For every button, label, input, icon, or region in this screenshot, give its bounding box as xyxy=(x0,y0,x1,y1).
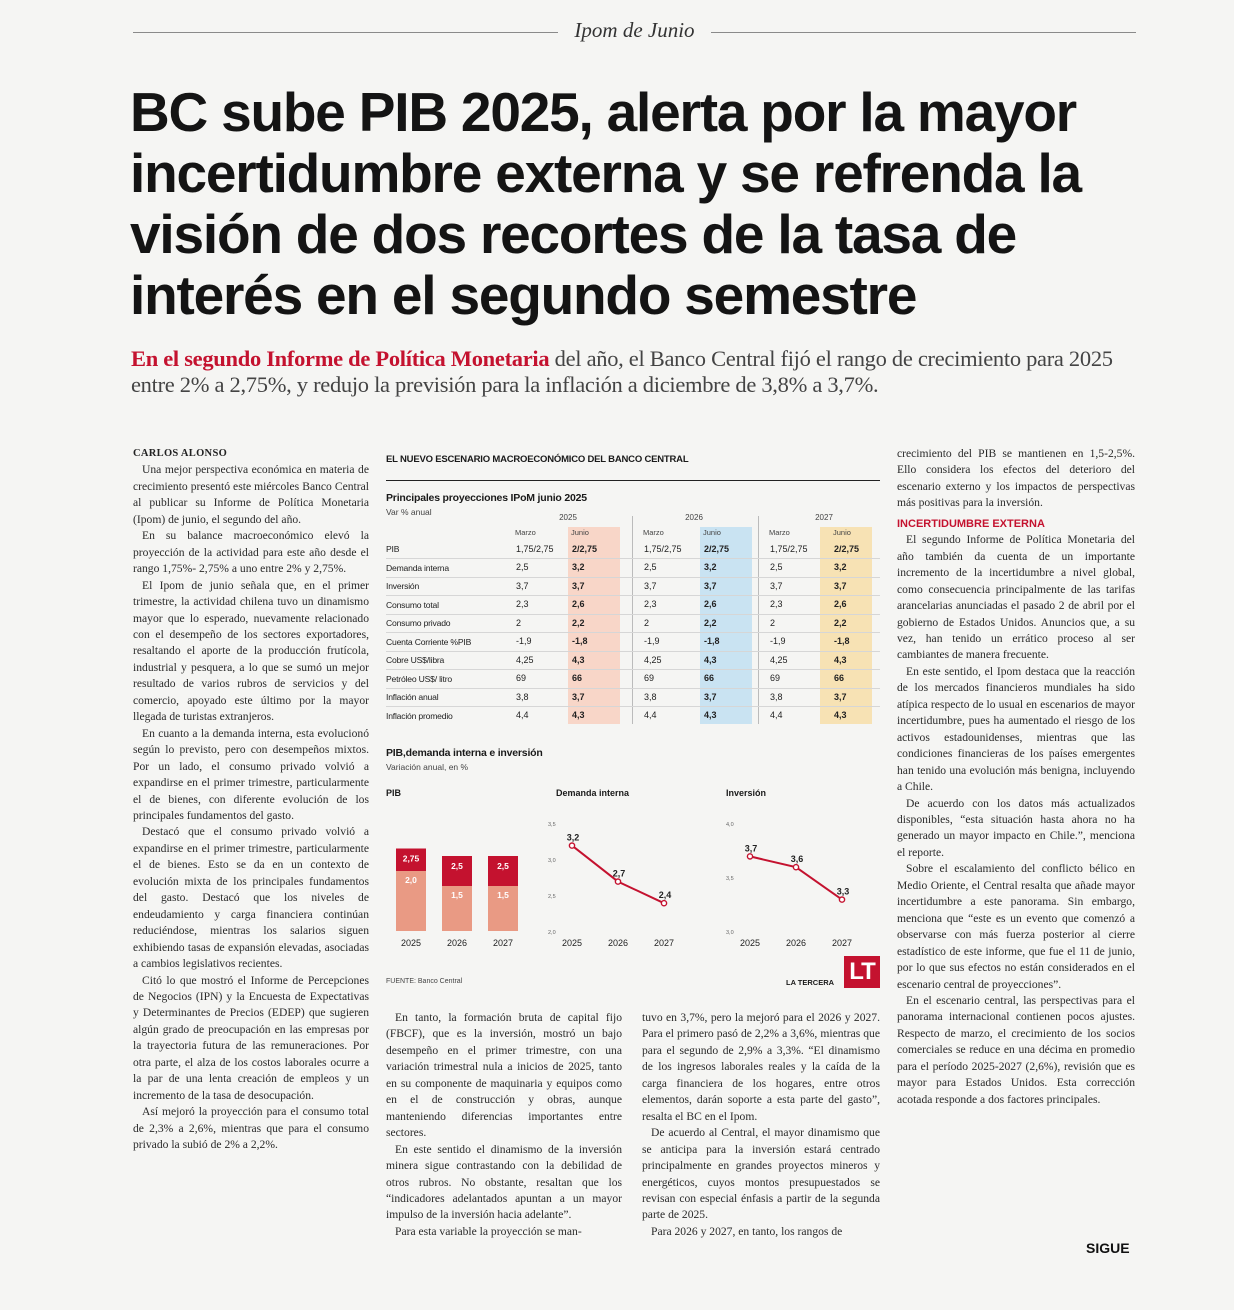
table-cell: 2,6 xyxy=(572,599,585,609)
infographic-title: EL NUEVO ESCENARIO MACROECONÓMICO DEL BANCO CENTRAL xyxy=(386,454,689,465)
article-column-2 xyxy=(386,1010,622,1240)
table-cell: -1,9 xyxy=(770,636,786,646)
bar-label-lower: 1,5 xyxy=(451,890,463,900)
table-cell: 2 xyxy=(644,617,650,628)
infographic-rule xyxy=(386,480,880,481)
continue-label: SIGUE xyxy=(1086,1240,1130,1256)
x-tick-label: 2027 xyxy=(492,938,514,948)
table-cell: 2,3 xyxy=(644,599,657,609)
paragraph: Una mejor perspectiva económica en materia de crecimiento presentó este miércoles Banco Central al publicar su Informe de Política Monetaria (Ipom) de junio, el segundo del año. xyxy=(133,463,369,526)
paragraph: tuvo en 3,7%, pero la mejoró para el 2026 y 2027. Para el primero pasó de 2,2% a 3,6%, mientras que para el segundo de 2,9% a 3,3%. “El dinamismo de los ingresos laborales reales y la caída de la carga financiera de los hogares, entre otros elementos, darán soporte a esta parte del gasto”, resalta el BC en el Ipom. xyxy=(642,1011,880,1123)
data-label: 2,4 xyxy=(658,890,672,901)
table-cell: 3,7 xyxy=(704,580,717,591)
year-header: 2026 xyxy=(685,513,703,522)
row-label: Demanda interna xyxy=(386,562,449,573)
x-tick-label: 2025 xyxy=(561,938,583,948)
table-cell: 2,5 xyxy=(644,562,657,572)
bar-label-upper: 2,5 xyxy=(497,861,509,871)
row-divider xyxy=(386,706,880,707)
mini-chart-title: Inversión xyxy=(726,788,767,798)
headline: BC sube PIB 2025, alerta por la mayor incertidumbre externa y se refrenda la visión de dos recortes de la tasa de interés en el segundo semestre xyxy=(130,81,1081,326)
data-point xyxy=(569,843,574,848)
table-cell: 3,7 xyxy=(516,580,529,591)
paragraph: crecimiento del PIB se mantienen en 1,5-2,5%. Ello considera los efectos del deterioro del escenario externo y los impactos de perspectivas más positivas para la inversión. xyxy=(897,447,1135,510)
table-cell: 2,2 xyxy=(704,617,717,628)
row-divider xyxy=(386,651,880,652)
x-tick-label: 2025 xyxy=(739,938,761,948)
row-divider xyxy=(386,632,880,633)
table-cell: 3,7 xyxy=(644,580,657,591)
table-cell: 2,3 xyxy=(516,599,529,609)
table-cell: -1,8 xyxy=(834,636,850,646)
row-divider xyxy=(386,688,880,689)
table-cell: 1,75/2,75 xyxy=(516,543,554,554)
row-divider xyxy=(386,577,880,578)
table-cell: 4,3 xyxy=(704,654,717,665)
brand-name: LA TERCERA xyxy=(786,978,835,987)
data-point xyxy=(615,879,620,884)
marzo-header: Marzo xyxy=(515,528,536,537)
section-header xyxy=(133,18,1136,46)
table-cell: 4,3 xyxy=(572,710,585,720)
table-title: Principales proyecciones IPoM junio 2025 xyxy=(386,492,587,504)
table-cell: 2,2 xyxy=(834,617,847,628)
row-divider xyxy=(386,669,880,670)
bar-label-lower: 1,5 xyxy=(497,890,509,900)
row-divider xyxy=(386,595,880,596)
paragraph: En cuanto a la demanda interna, esta evolucionó según lo previsto, pero con desempeños mixtos. Por un lado, el consumo privado volvió a expandirse en el primer trimestre, particularmente el de bienes, con diferente evolución de los principales fundamentos del gasto. xyxy=(133,726,369,822)
bar-label-upper: 2,5 xyxy=(451,861,463,871)
x-tick-label: 2025 xyxy=(400,938,422,948)
x-tick-label: 2027 xyxy=(653,938,675,948)
mini-chart-title: Demanda interna xyxy=(556,788,630,798)
row-label: Inversión xyxy=(386,581,420,591)
row-divider xyxy=(386,558,880,559)
table-cell: 4,4 xyxy=(644,710,657,720)
paragraph: Así mejoró la proyección para el consumo total de 2,3% a 2,6%, mientras que para el consumo privado la subió de 2% a 2,2%. xyxy=(133,1105,369,1152)
data-label: 3,6 xyxy=(790,854,804,865)
table-cell: 3,8 xyxy=(644,691,657,702)
table-cell: 69 xyxy=(644,673,655,683)
table-cell: 3,8 xyxy=(516,691,529,702)
table-cell: 4,3 xyxy=(834,654,847,665)
year-divider xyxy=(632,516,633,724)
table-cell: 2/2,75 xyxy=(572,543,598,554)
table-cell: 1,75/2,75 xyxy=(770,543,808,554)
paragraph: En este sentido, el Ipom destaca que la reacción de los mercados financieros mundiales ha sido atípica respecto de lo usual en escenarios de mayor incertidumbre, pues ha aumentado el riesgo de los activos estadounidenses, mientras que las condiciones financieras de los países emergentes han tenido una evolución más benigna, incluyendo a Chile. xyxy=(897,664,1135,794)
y-tick-label: 2,0 xyxy=(548,930,556,936)
junio-header: Junio xyxy=(833,528,851,537)
table-cell: 4,25 xyxy=(516,654,534,665)
mini-chart-title: PIB xyxy=(386,788,402,798)
paragraph: De acuerdo al Central, el mayor dinamismo que se anticipa para la inversión estará centrado principalmente en grandes proyectos mineros y energéticos, cuyos montos presupuestados se revisan con especial énfasis a partir de la segunda parte de 2025. xyxy=(642,1126,880,1222)
table-cell: 2,6 xyxy=(834,599,847,609)
y-tick-label: 3,0 xyxy=(726,930,734,936)
charts-svg xyxy=(386,786,880,976)
deck xyxy=(131,346,1131,398)
data-point xyxy=(747,854,752,859)
table-cell: 2 xyxy=(516,617,522,628)
marzo-header: Marzo xyxy=(643,528,664,537)
table-cell: -1,8 xyxy=(572,636,588,646)
paragraph: Citó lo que mostró el Informe de Percepciones de Negocios (IPN) y la Encuesta de Expectativas y Determinantes de Precios (EDEP) que sugieren algún grado de preocupación en las empresas por la trayectoria futura de las remuneraciones. Por otra parte, el alza de los costos laborales ocurre a la par de una lenta creación de empleos y un incremento de la tasa de desocupación. xyxy=(133,973,369,1102)
year-divider xyxy=(758,516,759,724)
row-label: PIB xyxy=(386,544,400,554)
section-label: Ipom de Junio xyxy=(574,18,695,42)
year-header: 2027 xyxy=(815,513,833,522)
deck-lead: En el segundo Informe de Política Monetaria xyxy=(131,346,550,371)
table-cell: 3,7 xyxy=(704,691,717,702)
table-cell: 2 xyxy=(770,617,776,628)
y-tick-label: 4,0 xyxy=(726,822,734,828)
paragraph: En tanto, la formación bruta de capital fijo (FBCF), que es la inversión, mostró un bajo desempeño en el primer trimestre, con una variación trimestral nula a inicios de 2025, tanto en su componente de maquinaria y equipos como en el de construcción y obras, aunque manteniendo diferencias importantes entre sectores. xyxy=(386,1011,622,1140)
table-cell: 4,4 xyxy=(516,710,529,720)
byline: CARLOS ALONSO xyxy=(133,448,228,459)
paragraph: Destacó que el consumo privado volvió a expandirse en el primer trimestre, particularmente el de bienes. Esto se da en un contexto de evolución mixta de los principales fundamentos del gasto. Destacó que los niveles de endeudamiento y carga financiera continúan reduciéndose, mientras los salarios siguen exhibiendo tasas de expansión elevadas, asociadas a cambios legislativos recientes. xyxy=(133,825,369,971)
table-cell: 69 xyxy=(770,673,781,683)
table-cell: 3,7 xyxy=(834,580,847,591)
x-tick-label: 2026 xyxy=(785,938,807,948)
x-tick-label: 2026 xyxy=(607,938,629,948)
row-label: Petróleo US$/ litro xyxy=(386,673,452,684)
source-note: FUENTE: Banco Central xyxy=(386,978,463,985)
data-point xyxy=(839,897,844,902)
section-rule-left xyxy=(133,32,558,33)
article-column-4 xyxy=(897,446,1135,1108)
table-cell: 2,5 xyxy=(770,562,783,572)
data-label: 3,7 xyxy=(744,843,758,854)
row-label: Cuenta Corriente %PIB xyxy=(386,636,472,647)
charts-subtitle: Variación anual, en % xyxy=(386,762,469,772)
table-cell: 66 xyxy=(704,673,715,683)
bar-label-upper: 2,75 xyxy=(402,853,420,864)
paragraph: En su balance macroeconómico elevó la proyección de la actividad para este año desde el rango 1,75%- 2,75% a uno entre 2% y 2,75%. xyxy=(133,529,369,576)
y-tick-label: 3,5 xyxy=(548,822,556,828)
junio-header: Junio xyxy=(703,528,721,537)
table-cell: 66 xyxy=(572,673,583,683)
x-tick-label: 2027 xyxy=(831,938,853,948)
y-tick-label: 2,5 xyxy=(548,894,556,900)
bar-label-lower: 2,0 xyxy=(405,875,417,885)
paragraph: En el escenario central, las perspectivas para el panorama internacional contienen pocos ajustes. Respecto de marzo, el crecimiento de los socios comerciales se reduce en una décima en promedio para el período 2025-2027 (2,6%), revisión que es mayor para Estados Unidos. Esta corrección acotada responde a dos factores principales. xyxy=(897,993,1135,1106)
paragraph: Para 2026 y 2027, en tanto, los rangos de xyxy=(651,1224,843,1238)
marzo-header: Marzo xyxy=(769,528,790,537)
table-cell: 4,25 xyxy=(770,654,788,665)
table-cell: 1,75/2,75 xyxy=(644,543,682,554)
table-cell: -1,8 xyxy=(704,636,720,646)
x-tick-label: 2026 xyxy=(446,938,468,948)
year-header: 2025 xyxy=(559,513,577,522)
data-label: 3,3 xyxy=(836,886,850,897)
y-tick-label: 3,5 xyxy=(726,876,734,882)
table-cell: 2,3 xyxy=(770,599,783,609)
table-cell: 2,5 xyxy=(516,562,529,572)
junio-header: Junio xyxy=(571,528,589,537)
data-point xyxy=(661,901,666,906)
brand-logo: LT xyxy=(844,956,880,988)
table-cell: 3,7 xyxy=(572,580,585,591)
paragraph: De acuerdo con los datos más actualizados disponibles, “esta situación hasta ahora no ha generado un mayor impacto en Chile.”, menciona el reporte. xyxy=(897,796,1135,859)
table-cell: 2/2,75 xyxy=(834,543,860,554)
table-cell: 4,4 xyxy=(770,710,783,720)
article-column-3 xyxy=(642,1010,880,1240)
article-column-1 xyxy=(133,446,369,1153)
table-cell: 4,25 xyxy=(644,654,662,665)
infographic xyxy=(386,446,880,990)
table-cell: 3,8 xyxy=(770,691,783,702)
paragraph: En este sentido el dinamismo de la inversión minera sigue contrastando con la debilidad de otros rubros. No obstante, resaltan que los “indicadores adelantados apuntan a un mayor impulso de la inversión hacia adelante”. xyxy=(386,1142,622,1222)
table-cell: 3,7 xyxy=(770,580,783,591)
table-cell: 4,3 xyxy=(572,654,585,665)
subhead: INCERTIDUMBRE EXTERNA xyxy=(897,517,1045,530)
deck-rest: del año, el Banco Central fijó el rango de crecimiento para 2025 entre 2% a 2,75%, y redujo la previsión para la inflación a diciembre de 3,8% a 3,7%. xyxy=(131,346,1113,397)
paragraph: El Ipom de junio señala que, en el primer trimestre, la actividad chilena tuvo un dinamismo mayor que lo esperado, nuevamente relacionado con el desempeño de los sectores exportadores, resaltando el aporte de la producción frutícola, industrial y pesquera, a lo que se sumó un mejor resultado de varios rubros de servicios y del comercio, apoyado este último por la mayor llegada de turistas extranjeros. xyxy=(133,578,369,724)
data-label: 2,7 xyxy=(612,868,626,879)
section-rule-right xyxy=(711,32,1136,33)
row-label: Cobre US$/libra xyxy=(386,655,445,665)
table-cell: 2/2,75 xyxy=(704,543,730,554)
table-cell: 2,2 xyxy=(572,617,585,628)
row-divider xyxy=(386,614,880,615)
y-tick-label: 3,0 xyxy=(548,858,556,864)
row-label: Inflación promedio xyxy=(386,710,453,721)
table-cell: 3,7 xyxy=(572,691,585,702)
table-cell: 3,2 xyxy=(834,562,847,572)
table-cell: 4,3 xyxy=(834,710,847,720)
paragraph: Sobre el escalamiento del conflicto bélico en Medio Oriente, el Central resalta que añade mayor incertidumbre a este panorama. Sin embargo, menciona que “este es un evento que comenzó a observarse con más fuerza posterior al cierre estadístico de este informe, que fue el 11 de junio, por lo que sus efectos no están considerados en el escenario central de proyecciones”. xyxy=(897,862,1135,991)
table-cell: 3,2 xyxy=(572,562,585,572)
table-cell: 4,3 xyxy=(704,710,717,720)
paragraph: Para esta variable la proyección se man- xyxy=(395,1224,582,1238)
data-label: 3,2 xyxy=(566,832,580,843)
table-cell: 69 xyxy=(516,673,527,683)
row-label: Consumo total xyxy=(386,599,439,610)
table-cell: 66 xyxy=(834,673,845,683)
row-label: Consumo privado xyxy=(386,618,451,628)
table-cell: 3,2 xyxy=(704,562,717,572)
data-point xyxy=(793,865,798,870)
table-cell: -1,9 xyxy=(516,636,532,646)
table-cell: 3,7 xyxy=(834,691,847,702)
table-subtitle: Var % anual xyxy=(386,507,432,517)
table-cell: 2,6 xyxy=(704,599,717,609)
table-cell: -1,9 xyxy=(644,636,660,646)
charts-title: PIB,demanda interna e inversión xyxy=(386,747,543,759)
paragraph: El segundo Informe de Política Monetaria del año también da cuenta de un importante incremento de la incertidumbre a nivel global, como consecuencia principalmente de las tarifas arancelarias anunciadas el pasado 2 de abril por el gobierno de Estados Unidos. Anuncios que, a su vez, han tenido un errático proceso al ser cambiantes de manera frecuente. xyxy=(897,533,1135,662)
row-label: Inflación anual xyxy=(386,692,439,702)
